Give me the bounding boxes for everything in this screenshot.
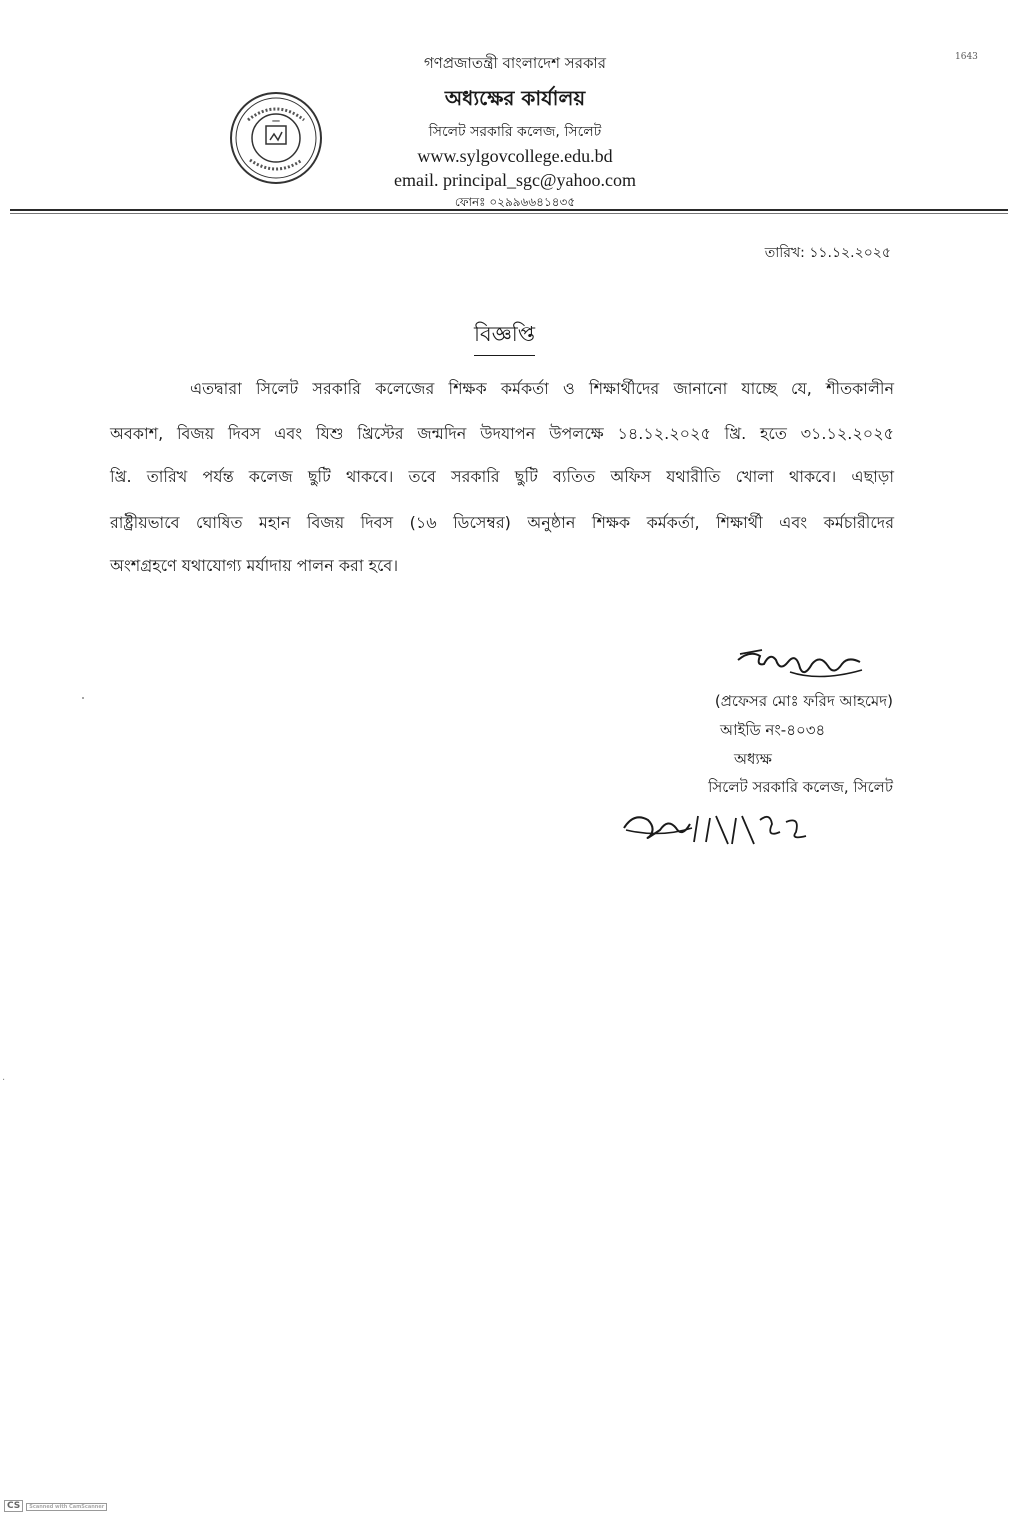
- office-name: অধ্যক্ষের কার্যালয়: [444, 86, 586, 110]
- notice-body-line: অংশগ্রহণে যথাযোগ্য মর্যাদায় পালন করা হবে।: [110, 556, 399, 575]
- handwritten-dated-signature-icon: [620, 798, 820, 858]
- college-seal-icon: [228, 90, 324, 186]
- page-number: 1643: [955, 52, 978, 62]
- website-link: www.sylgovcollege.edu.bd: [417, 146, 613, 166]
- notice-body-line: অবকাশ, বিজয় দিবস এবং যিশু খ্রিস্টের জন্মদিন উদযাপন উপলক্ষে ১৪.১২.২০২৫ খ্রি. হতে ৩১.১২.২০২৫: [110, 424, 894, 443]
- scan-edge-mark: ·: [2, 1075, 6, 1086]
- college-name: সিলেট সরকারি কলেজ, সিলেট: [428, 124, 602, 140]
- government-name: গণপ্রজাতন্ত্রী বাংলাদেশ সরকার: [423, 54, 607, 72]
- scanner-badge: [4, 1500, 110, 1512]
- scanner-text: Scanned with CamScanner: [26, 1503, 107, 1511]
- signatory-name: (প্রফেসর মোঃ ফরিদ আহমেদ): [714, 692, 893, 710]
- email-address: email. principal_sgc@yahoo.com: [393, 170, 636, 190]
- notice-body-line: রাষ্ট্রীয়ভাবে ঘোষিত মহান বিজয় দিবস (১৬ ডিসেম্বর) অনুষ্ঠান শিক্ষক কর্মকর্তা, শিক্ষার্থী এবং কর্মচারীদের: [110, 513, 894, 532]
- scanner-logo: CS: [4, 1500, 23, 1512]
- signatory-id: আইডি নং-৪০৩৪: [720, 721, 826, 739]
- scan-speck: [82, 697, 84, 699]
- notice-body-line: খ্রি. তারিখ পর্যন্ত কলেজ ছুটি থাকবে। তবে সরকারি ছুটি ব্যতিত অফিস যথারীতি খোলা থাকবে। এছাড়া: [110, 467, 894, 486]
- signature-icon: [730, 642, 870, 692]
- phone-number: ফোনঃ ০২৯৯৬৬৪১৪৩৫: [454, 195, 576, 209]
- notice-title: বিজ্ঞপ্তি: [474, 318, 535, 356]
- svg-text:━━: ━━: [272, 118, 280, 125]
- header-divider-secondary: [10, 213, 1008, 214]
- notice-body-line: এতদ্বারা সিলেট সরকারি কলেজের শিক্ষক কর্মকর্তা ও শিক্ষার্থীদের জানানো যাচ্ছে যে, শীতকালীন: [190, 379, 894, 398]
- header-divider: [10, 209, 1008, 211]
- notice-date: তারিখ: ১১.১২.২০২৫: [764, 245, 891, 261]
- signatory-designation: অধ্যক্ষ: [734, 750, 772, 768]
- signatory-college: সিলেট সরকারি কলেজ, সিলেট: [708, 778, 893, 796]
